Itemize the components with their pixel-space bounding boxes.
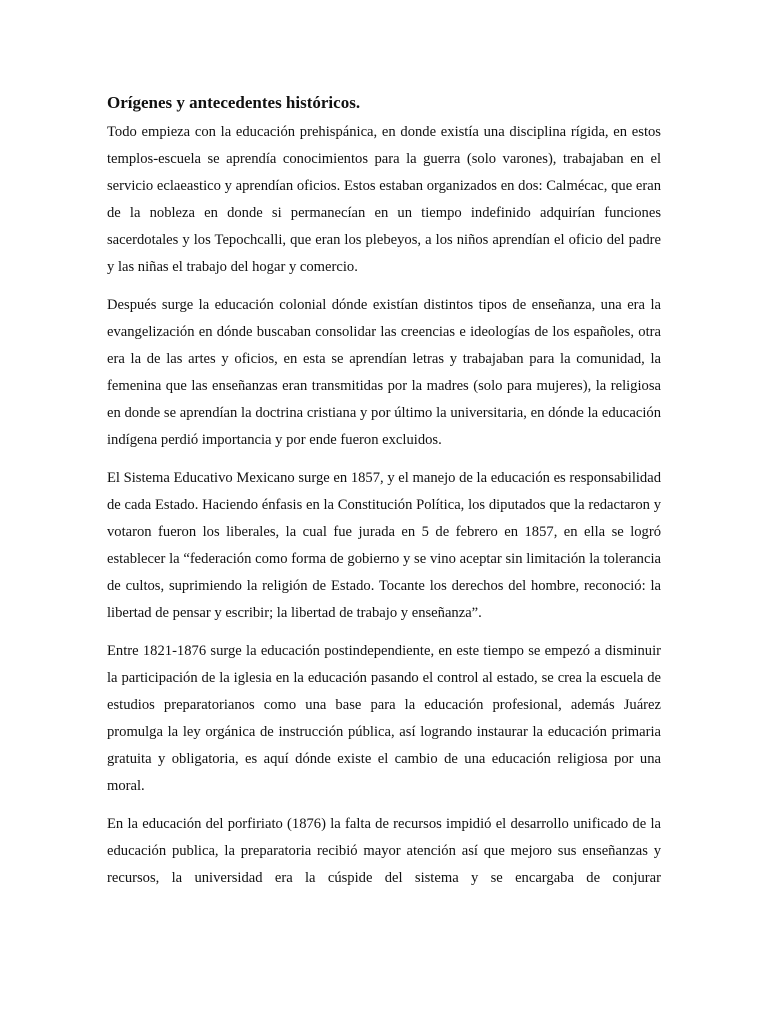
paragraph-prehispanic: Todo empieza con la educación prehispánica, en donde existía una disciplina rígida, en estos templos-escuela se aprendía conocimientos para la guerra (solo varones), trabajaban en el servicio eclaeastico y aprendían oficios. Estos estaban organizados en dos: Calmécac, que eran de la nobleza en donde si permanecían en un tiempo indefinido adquirían funciones sacerdotales y los Tepochcalli, que eran los plebeyos, a los niños aprendían el oficio del padre y las niñas el trabajo del hogar y comercio. [107, 124, 661, 275]
paragraph-colonial: Después surge la educación colonial dónde existían distintos tipos de enseñanza, una era la evangelización en dónde buscaban consolidar las creencias e ideologías de los españoles, otra era la de las artes y oficios, en esta se aprendían letras y trabajaban para la comunidad, la femenina que las enseñanzas eran transmitidas por la madres (solo para mujeres), la religiosa en donde se aprendían la doctrina cristiana y por último la universitaria, en dónde la educación indígena perdió importancia y por ende fueron excluidos. [107, 297, 661, 448]
section-heading: Orígenes y antecedentes históricos. [107, 93, 361, 112]
paragraph-sistema-educativo: El Sistema Educativo Mexicano surge en 1857, y el manejo de la educación es responsabilidad de cada Estado. Haciendo énfasis en la Constitución Política, los diputados que la redactaron y votaron fueron los liberales, la cual fue jurada en 5 de febrero en 1857, en ella se logró establecer la “federación como forma de gobierno y se vino aceptar sin limitación la tolerancia de cultos, suprimiendo la religión de Estado. Tocante los derechos del hombre, reconoció: la libertad de pensar y escribir; la libertad de trabajo y enseñanza”. [107, 470, 661, 621]
paragraph-postindependiente: Entre 1821-1876 surge la educación postindependiente, en este tiempo se empezó a disminuir la participación de la iglesia en la educación pasando el control al estado, se crea la escuela de estudios preparatorianos como una base para la educación profesional, además Juárez promulga la ley orgánica de instrucción pública, así logrando instaurar la educación primaria gratuita y obligatoria, es aquí dónde existe el cambio de una educación religiosa por una moral. [107, 643, 661, 794]
paragraph-porfiriato: En la educación del porfiriato (1876) la falta de recursos impidió el desarrollo unificado de la educación publica, la preparatoria recibió mayor atención así que mejoro sus enseñanzas y recursos, la universidad era la cúspide del sistema y se encargaba de conjurar [107, 816, 661, 886]
